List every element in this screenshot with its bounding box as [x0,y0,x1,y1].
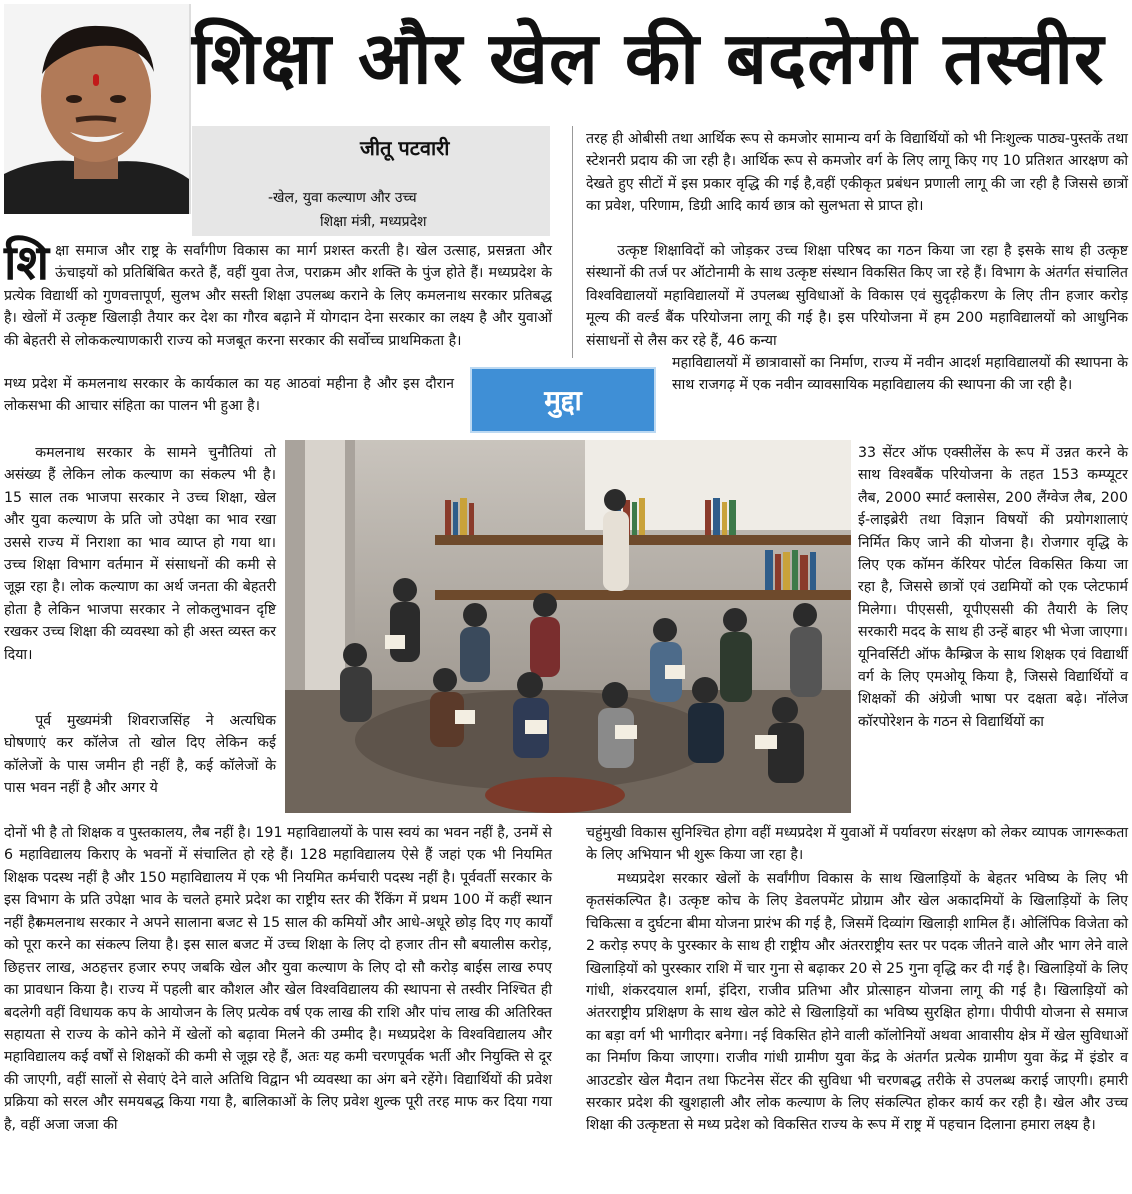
author-role [268,186,538,234]
lead-text: क्षा समाज और राष्ट्र के सर्वांगीण विकास का मार्ग प्रशस्त करती है। खेल उत्साह, प्रसन्नता और ऊंचाइयों को प्रतिबिंबित करते हैं, वहीं युवा तेज, पराक्रम और शक्ति के पुंज होते हैं। मध्यप्रदेश के प्रत्येक विद्यार्थी को गुणवत्तापूर्ण, सुलभ और सस्ती शिक्षा उपलब्ध कराने के लिए कमलनाथ सरकार प्रतिबद्ध है। खेलों में उत्कृष्ट खिलाड़ी तैयार कर देश का गौरव बढ़ाने में योगदान देना सरकार का लक्ष्य है और युवाओं की बेहतरी से लोककल्याणकारी राज्य को मजबूत करना सरकार की सर्वोच्च प्राथमिकता है। [4,243,552,349]
column-divider [572,126,573,358]
author-photo-illustration [4,4,189,214]
drop-cap: शि [4,235,50,291]
bottom-right-paragraph-1: चहुंमुखी विकास सुनिश्चित होगा वहीं मध्यप्रदेश में युवाओं में पर्यावरण संरक्षण को लेकर व्यापक जागरूकता के लिए अभियान भी शुरू किया जा रहा है। [586,825,1128,864]
right-column-paragraph: 33 सेंटर ऑफ एक्सीलेंस के रूप में उन्नत करने के साथ विश्वबैंक परियोजना के तहत 153 कम्प्यूटर लैब, 2000 स्मार्ट क्लासेस, 200 लैंग्वेज लैब, 200 ई-लाइब्रेरी तथा विज्ञान विषयों की प्रयोगशालाएं निर्मित किए जाने की योजना है। रोजगार वृद्धि के लिए एक कॉमन कॅरियर पोर्टल विकसित किया जा रहा है, जिससे छात्रों एवं उद्यमियों को एक प्लेटफार्म मिलेगा। पीएससी, यूपीएससी की तैयारी के लिए सरकारी मदद के साथ ही उन्हें बाहर भी भेजा जाएगा। यूनिवर्सिटी ऑफ कैम्ब्रिज के साथ शिक्षक एवं विद्यार्थी वर्ग के लिए एमओयू किया है, जिससे विद्यार्थियों व शिक्षकों की अंग्रेजी भाषा पर दक्षता बढ़े। नॉलेज कॉरपोरेशन के गठन से विद्यार्थियों का [858,445,1128,730]
students-photo [285,440,851,813]
bottom-left-paragraph-1: दोनों भी है तो शिक्षक व पुस्तकालय, लैब नहीं है। 191 महाविद्यालयों के पास स्वयं का भवन नहीं है, उनमें से 6 महाविद्यालय किराए के भवनों में संचालित हो रहे हैं। 128 महाविद्यालय ऐसे हैं जहां एक भी नियमित शिक्षक पदस्थ नहीं है और 150 महाविद्यालय में एक भी नियमित कर्मचारी पदस्थ नहीं है। पूर्ववर्ती सरकार के इस विभाग के प्रति उपेक्षा भाव के चलते हमारे प्रदेश का राष्ट्रीय स्तर की रैंकिंग में प्रथम 100 में कहीं स्थान नहीं है। [4,825,552,931]
students-reading-illustration [285,440,851,813]
lead-tail: मध्य प्रदेश में कमलनाथ सरकार के कार्यकाल का यह आठवां महीना है और इस दौरान लोकसभा की आचार संहिता का पालन भी हुआ है। [4,376,454,415]
lead-paragraph [4,235,552,352]
right-mid-paragraph: महाविद्यालयों में छात्रावासों का निर्माण, राज्य में नवीन आदर्श महाविद्यालयों की स्थापना के साथ राजगढ़ में एक नवीन व्यावसायिक महाविद्यालय की स्थापना की जा रही है। [672,355,1128,394]
article-headline: शिक्षा और खेल की बदलेगी तस्वीर [192,16,1105,100]
author-portrait [4,4,191,214]
bottom-right-paragraph-2: मध्यप्रदेश सरकार खेलों के सर्वांगीण विकास के साथ खिलाड़ियों के बेहतर भविष्य के लिए भी कृतसंकल्पित है। उत्कृष्ट कोच के लिए डेवलपमेंट प्रोग्राम और खेल अकादमियों के खिलाड़ियों के लिए चिकित्सा व दुर्घटना बीमा योजना प्रारंभ की गई है, जिसमें दिव्यांग खिलाड़ी शामिल हैं। ओलिंपिक विजेता को 2 करोड़ रुपए के पुरस्कार के साथ ही राष्ट्रीय और अंतरराष्ट्रीय स्तर पर पदक जीतने वाले और भाग लेने वाले खिलाड़ियों को पुरस्कार राशि में चार गुना से बढ़ाकर 20 से 25 गुना वृद्धि कर दी गई है। खिलाड़ियों के लिए गांधी, शंकरदयाल शर्मा, इंदिरा, राजीव प्रतिभा और प्रोत्साहन योजना लागू की गई है। खिलाड़ियों को अंतरराष्ट्रीय प्रशिक्षण के साथ खेल कोटे से खिलाड़ियों का भविष्य सुरक्षित होगा। पीपीपी योजना से समाज का बड़ा वर्ग भी भागीदार बनेगा। नई विकसित होने वाली कॉलोनियों अथवा आवासीय क्षेत्र में खेल सुविधाओं का निर्माण किया जाएगा। राजीव गांधी ग्रामीण युवा केंद्र के अंतर्गत प्रत्येक ग्रामीण युवा केंद्र में इंडोर व आउटडोर खेल मैदान तथा फिटनेस सेंटर की सुविधा भी चरणबद्ध तरीके से उपलब्ध कराई जाएगी। हमारी सरकार प्रदेश की खुशहाली और लोक कल्याण के लिए संकल्पित होकर कार्य कर रही है। खेल और उच्च शिक्षा की उत्कृष्टता से मध्य प्रदेश को विकसित राज्य के रूप में राष्ट्र में पहचान दिलाना हमारा लक्ष्य है। [586,871,1128,1134]
bottom-left-paragraph-2: कमलनाथ सरकार ने अपने सालाना बजट से 15 साल की कमियों और आधे-अधूरे छोड़ दिए गए कार्यों को पूरा करने का संकल्प लिया है। इस साल बजट में उच्च शिक्षा के लिए दो हजार तीन सौ बयालीस करोड़, छिहत्तर लाख, अठहत्तर हजार रुपए जबकि खेल और युवा कल्याण के लिए दो सौ करोड़ बाईस लाख रुपए का प्रावधान किया है। राज्य में पहली बार कौशल और खेल विश्वविद्यालय की स्थापना से तस्वीर निश्चित ही बदलेगी वहीं विधायक कप के आयोजन के लिए प्रत्येक वर्ष एक लाख की राशि और पांच लाख की अतिरिक्त सहायता से राज्य के कोने कोने में खेलों को बढ़ावा मिलने की उम्मीद है। मध्यप्रदेश के विश्वविद्यालय और महाविद्यालय कई वर्षों से शिक्षकों की कमी से जूझ रहे हैं, अतः यह कमी चरणपूर्वक भर्ती और नियुक्ति से दूर की जाएगी, वहीं सालों से सेवाएं देने वाले अतिथि विद्वान भी व्यवस्था का अंग बने रहेंगे। विद्यार्थियों की प्रवेश प्रक्रिया को सरल और समयबद्ध किया गया है, बालिकाओं के लिए प्रवेश शुल्क पूरी तरह माफ कर दिया गया है, वहीं अजा जजा की [4,915,552,1133]
left-column-paragraph-2: पूर्व मुख्यमंत्री शिवराजसिंह ने अत्यधिक घोषणाएं कर कॉलेज तो खोल दिए लेकिन कई कॉलेजों के पास जमीन ही नहीं है, कई कॉलेजों के पास भवन नहीं है और अगर ये [4,713,276,797]
right-top-paragraph-1: तरह ही ओबीसी तथा आर्थिक रूप से कमजोर सामान्य वर्ग के विद्यार्थियों को भी निःशुल्क पाठ्य-पुस्तकें तथा स्टेशनरी प्रदाय की जा रही है। आर्थिक रूप से कमजोर वर्ग के लिए लागू किए गए 10 प्रतिशत आरक्षण को देखते हुए सीटों में इस प्रकार वृद्धि की गई है,वहीं एकीकृत प्रबंधन प्रणाली लागू की जा रही है जिससे छात्रों का प्रवेश, परिणाम, डिग्री आदि कार्य छात्र को सुलभता से प्राप्त हो। [586,131,1128,215]
author-name: जीतू पटवारी [360,136,450,160]
author-role-line2: शिक्षा मंत्री, मध्यप्रदेश [320,214,427,230]
left-column-paragraph-1: कमलनाथ सरकार के सामने चुनौतियां तो असंख्य हैं लेकिन लोक कल्याण का संकल्प भी है। 15 साल तक भाजपा सरकार ने उच्च शिक्षा, खेल और युवा कल्याण के प्रति जो उपेक्षा का भाव रखा उससे राज्य में निराशा का भाव व्याप्त हो गया था। उच्च शिक्षा विभाग वर्तमान में संसाधनों की कमी से जूझ रहा है। लोक कल्याण का अर्थ जनता की बेहतरी होता है लेकिन भाजपा सरकार ने लोकलुभावन दृष्टि रखकर उच्च शिक्षा की व्यवस्था को ही अस्त व्यस्त कर दिया। [4,445,276,663]
right-top-paragraph-2: उत्कृष्ट शिक्षाविदों को जोड़कर उच्च शिक्षा परिषद का गठन किया जा रहा है इसके साथ ही उत्कृष्ट संस्थानों की तर्ज पर ऑटोनामी के साथ उत्कृष्ट संस्थान विकसित किए जा रहे हैं। विभाग के अंतर्गत संचालित विश्वविद्यालयों महाविद्यालयों में उपलब्ध सुविधाओं के विकास एवं सुदृढ़ीकरण के लिए तीन हजार करोड़ मूल्य की वर्ल्ड बैंक परियोजना लागू की गई है। इस परियोजना में हम 200 महाविद्यालयों को आधुनिक संसाधनों से लैस कर रहे हैं, 46 कन्या [586,243,1128,349]
section-tag: मुद्दा [470,367,656,433]
author-role-line1: -खेल, युवा कल्याण और उच्च [268,190,417,206]
